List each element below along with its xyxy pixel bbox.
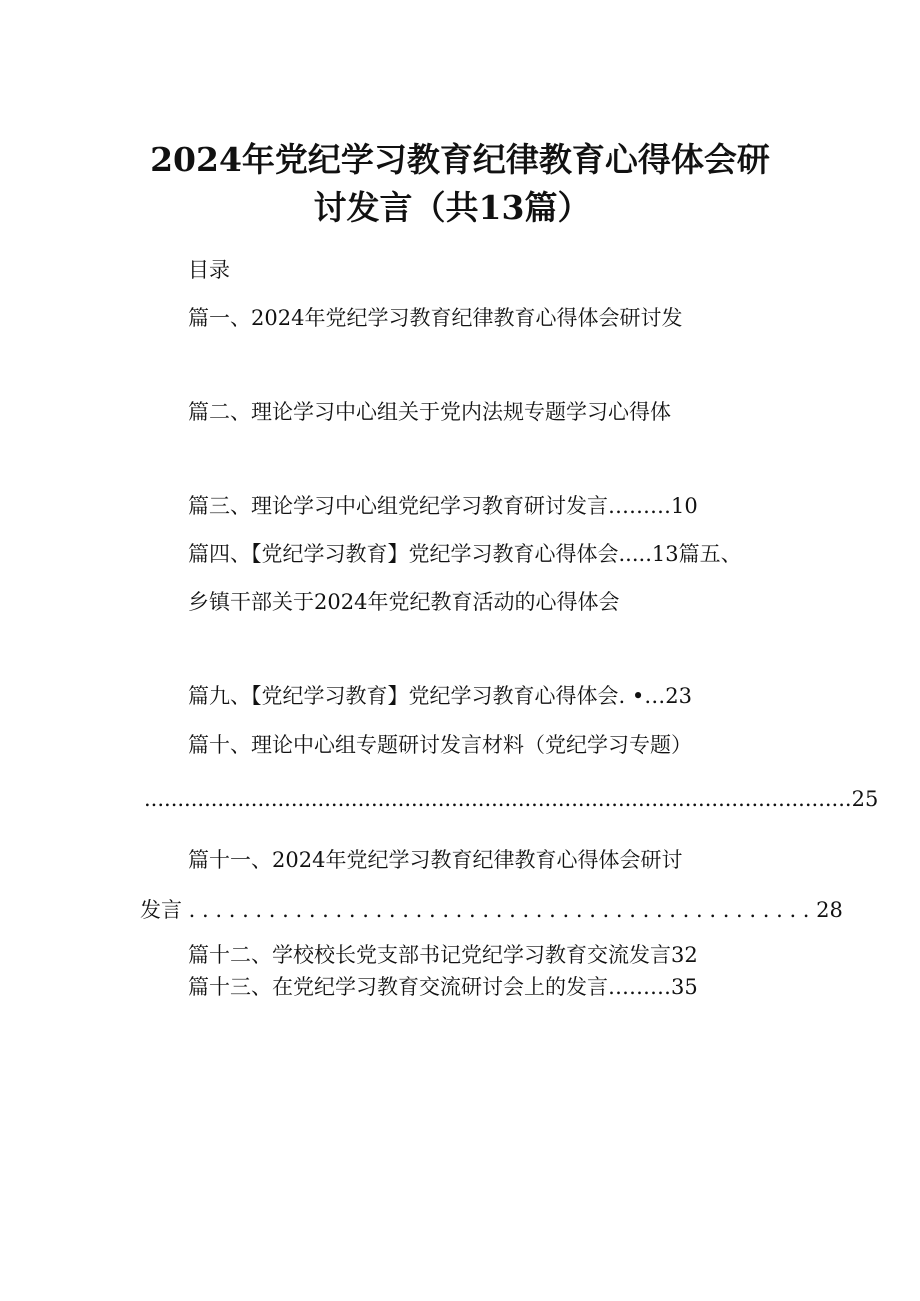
- toc-entry-11-continuation: 发言 . . . . . . . . . . . . . . . . . . . . . . . . . . . . . . . . . . . . . . . . . . . . . . . 28: [140, 898, 843, 922]
- document-title-line-1: 2024年党纪学习教育纪律教育心得体会研: [150, 140, 770, 179]
- document-title-line-2: 讨发言（共13篇）: [313, 188, 591, 227]
- toc-entry-2: 篇二、理论学习中心组关于党内法规专题学习心得体: [188, 400, 671, 424]
- toc-entry-1: 篇一、2024年党纪学习教育纪律教育心得体会研讨发: [188, 306, 683, 330]
- toc-heading: 目录: [188, 258, 230, 282]
- toc-entry-3: 篇三、理论学习中心组党纪学习教育研讨发言………10: [188, 494, 698, 518]
- toc-entry-10: 篇十、理论中心组专题研讨发言材料（党纪学习专题）: [188, 733, 692, 757]
- toc-entry-13: 篇十三、在党纪学习教育交流研讨会上的发言………35: [188, 975, 698, 999]
- toc-entry-4: 篇四、【党纪学习教育】党纪学习教育心得体会.....13篇五、: [188, 542, 742, 566]
- toc-entry-11: 篇十一、2024年党纪学习教育纪律教育心得体会研讨: [188, 848, 683, 872]
- toc-entry-10-leader: ..........................................................................................................25: [144, 787, 879, 811]
- toc-entry-12: 篇十二、学校校长党支部书记党纪学习教育交流发言32: [188, 943, 698, 967]
- toc-entry-9: 篇九、【党纪学习教育】党纪学习教育心得体会. •…23: [188, 684, 692, 708]
- toc-entry-5-continuation: 乡镇干部关于2024年党纪教育活动的心得体会: [188, 590, 620, 614]
